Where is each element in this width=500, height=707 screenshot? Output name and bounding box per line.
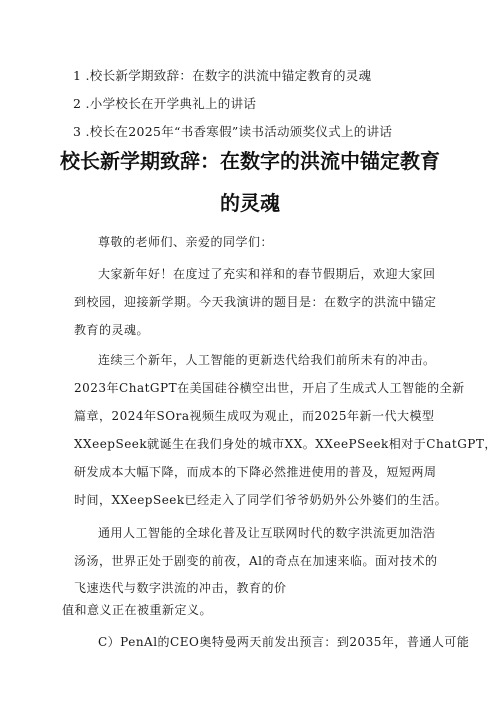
paragraph-2-line-4: XXeepSeek就诞生在我们身处的城市XX。XXeePSeek相对于ChatGPT， — [74, 437, 497, 451]
paragraph-3-line-2: 汤汤，世界正处于剧变的前夜，Al的奇点在加速来临。面对技术的 — [74, 554, 438, 568]
document-title-line-1: 校长新学期致辞：在数字的洪流中锚定教育 — [60, 149, 440, 173]
paragraph-2-line-6: 时间，XXeepSeek已经走入了同学们爷爷奶奶外公外婆们的生活。 — [74, 493, 448, 507]
document-title-line-2: 的灵魂 — [220, 191, 280, 215]
paragraph-2-line-3: 篇章，2024年SOra视频生成叹为观止，而2025年新一代大模型 — [74, 409, 435, 423]
paragraph-3-line-3: 飞速迭代与数字洪流的冲击，教育的价 — [74, 581, 287, 595]
paragraph-3-line-1: 通用人工智能的全球化普及让互联网时代的数字洪流更加浩浩 — [98, 526, 436, 540]
toc-item-1[interactable]: 1 .校长新学期致辞：在数字的洪流中锚定教育的灵魂 — [73, 68, 372, 83]
paragraph-1-line-3: 教育的灵魂。 — [74, 323, 150, 337]
paragraph-1-line-2: 到校园，迎接新学期。今天我演讲的题目是：在数字的洪流中锚定 — [74, 295, 437, 309]
paragraph-2-line-2: 2023年ChatGPT在美国硅谷横空出世，开启了生成式人工智能的全新 — [74, 381, 465, 395]
greeting: 尊敬的老师们、亲爱的同学们： — [98, 235, 274, 249]
paragraph-4-line-1: C）PenAl的CEO奥特曼两天前发出预言：到2035年，普通人可能 — [98, 635, 470, 649]
paragraph-2-line-1: 连续三个新年，人工智能的更新迭代给我们前所未有的冲击。 — [98, 353, 436, 367]
paragraph-2-line-5: 研发成本大幅下降，而成本的下降必然推进使用的普及，短短两周 — [74, 465, 437, 479]
toc-item-2[interactable]: 2 .小学校长在开学典礼上的讲话 — [73, 96, 257, 111]
paragraph-3-line-4: 值和意义正在被重新定义。 — [62, 603, 213, 617]
toc-item-3[interactable]: 3 .校长在2025年“书香寒假”读书活动颁奖仪式上的讲话 — [73, 124, 393, 139]
paragraph-1-line-1: 大家新年好！在度过了充实和祥和的春节假期后，欢迎大家回 — [98, 267, 436, 281]
table-of-contents — [73, 62, 473, 146]
